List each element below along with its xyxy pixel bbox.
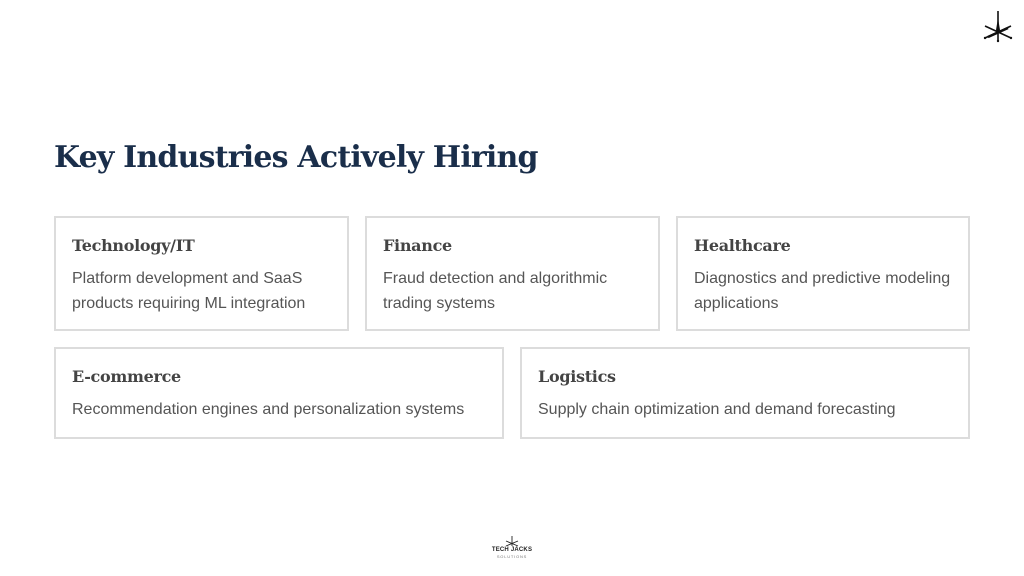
card-description: Diagnostics and predictive modeling applications xyxy=(694,270,951,312)
card-title: Finance xyxy=(383,236,452,255)
footer-brand-name: TECH JACKS xyxy=(491,547,533,553)
card-description: Supply chain optimization and demand forecasting xyxy=(538,401,896,418)
industry-card-ecommerce xyxy=(54,347,504,439)
page-title: Key Industries Actively Hiring xyxy=(54,140,538,175)
star-burst-icon xyxy=(505,536,519,547)
footer-logo xyxy=(486,536,538,564)
industry-card-finance xyxy=(365,216,660,331)
industry-card-logistics xyxy=(520,347,970,439)
card-title: Healthcare xyxy=(694,236,791,255)
footer-brand-subtitle: SOLUTIONS xyxy=(496,554,528,559)
card-description: Platform development and SaaS products requiring ML integration xyxy=(72,270,306,312)
card-title: Logistics xyxy=(538,367,616,386)
star-burst-icon xyxy=(982,10,1014,44)
industry-card-technology xyxy=(54,216,349,331)
card-description: Fraud detection and algorithmic trading systems xyxy=(383,270,608,312)
card-title: Technology/IT xyxy=(72,236,195,255)
card-description: Recommendation engines and personalization systems xyxy=(72,401,465,418)
card-title: E-commerce xyxy=(72,367,181,386)
industry-card-healthcare xyxy=(676,216,970,331)
